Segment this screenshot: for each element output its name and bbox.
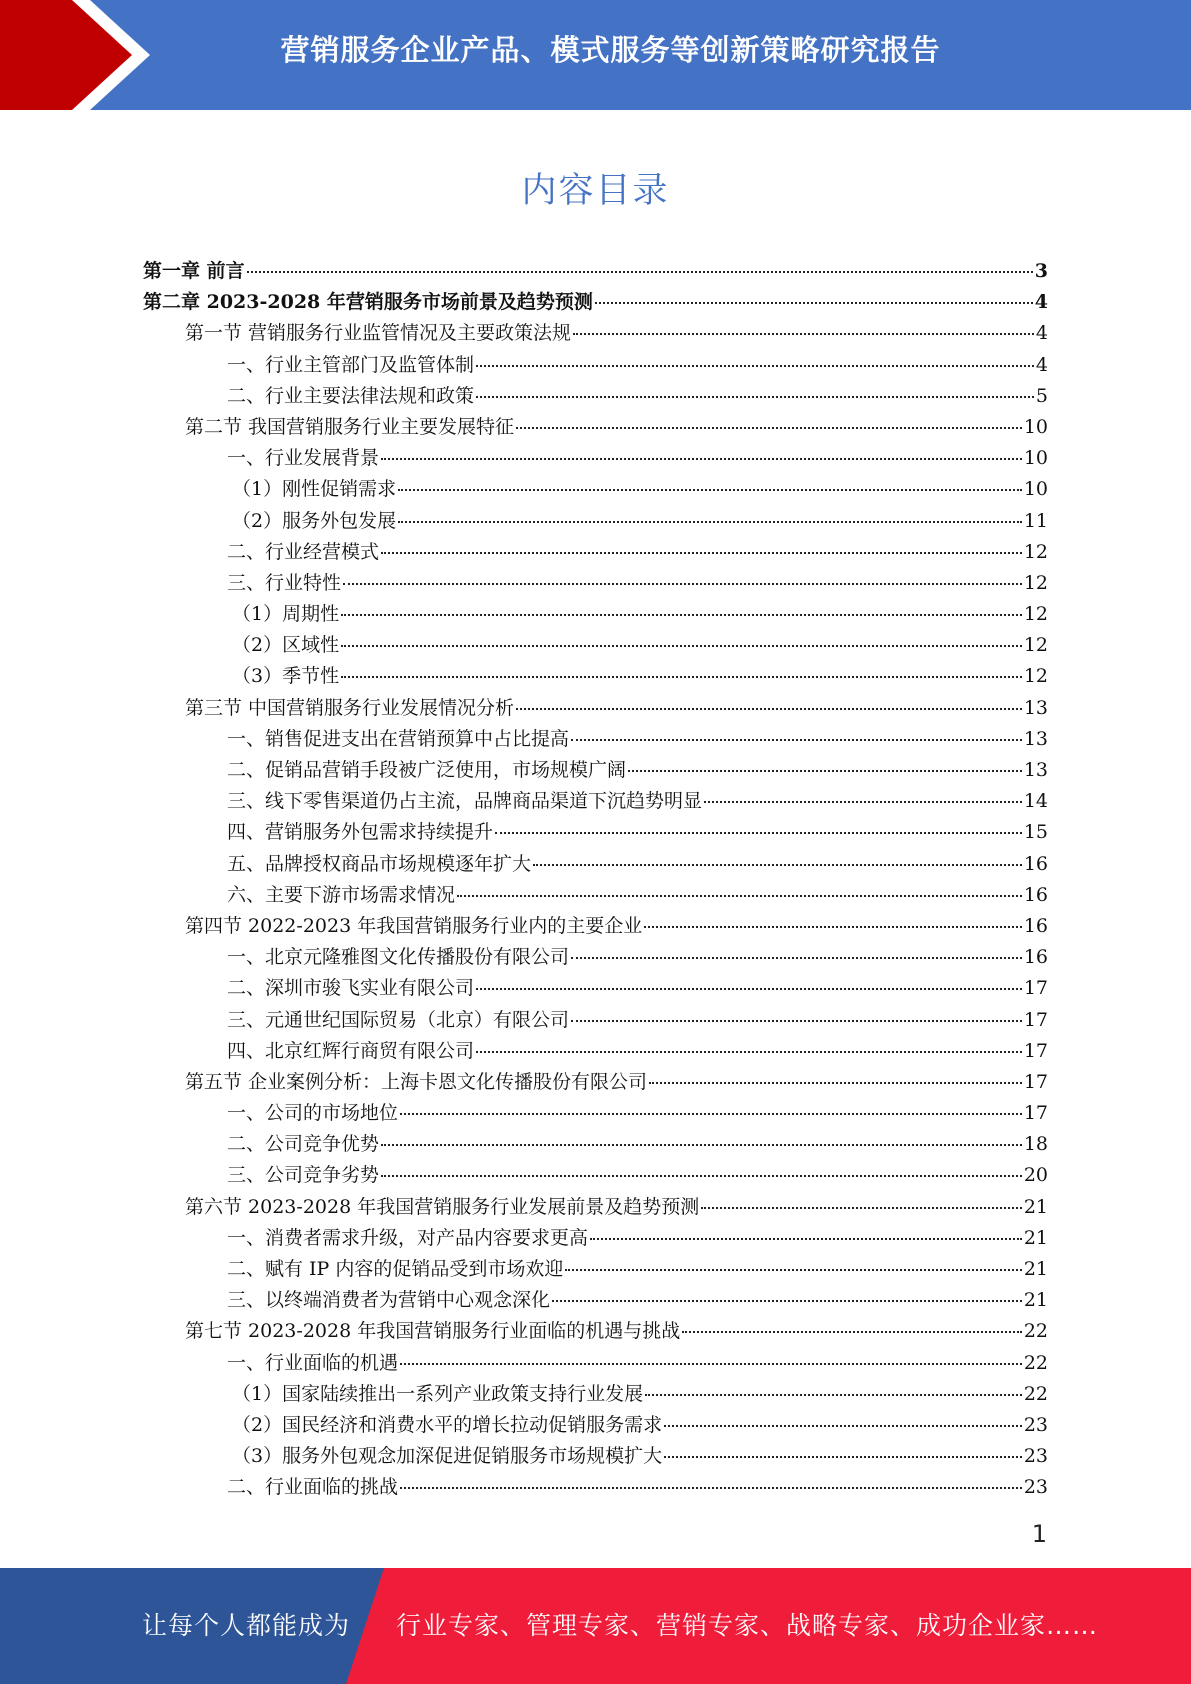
toc-entry[interactable] [143,412,1048,443]
toc-dot-leader [664,1456,1022,1458]
toc-heading: 内容目录 [521,171,670,211]
toc-entry-page: 4 [1035,353,1048,376]
toc-entry-page: 22 [1023,1320,1048,1343]
toc-entry-page: 20 [1023,1164,1048,1187]
toc-entry[interactable] [143,942,1048,973]
toc-dot-leader [381,552,1022,554]
toc-entry-page: 22 [1023,1351,1048,1374]
page-number: 1 [1031,1520,1047,1548]
toc-dot-leader [341,676,1022,678]
toc-entry[interactable] [143,1192,1048,1223]
toc-entry-title: 三、元通世纪国际贸易（北京）有限公司 [227,1008,570,1031]
toc-entry-page: 4 [1034,291,1048,314]
toc-dot-leader [571,739,1022,741]
toc-dot-leader [533,864,1022,866]
toc-entry-title: 第一章 前言 [143,260,245,282]
toc-entry-page: 21 [1023,1258,1048,1280]
toc-entry-page: 16 [1023,946,1048,969]
toc-entry[interactable] [143,1005,1048,1036]
toc-entry-page: 15 [1023,821,1048,844]
toc-entry-title: 一、行业发展背景 [227,447,380,470]
footer-slogan-left: 让每个人都能成为 [142,1611,351,1640]
toc-entry-page: 21 [1023,1195,1048,1218]
toc-entry-page: 14 [1023,790,1048,813]
toc-dot-leader [573,333,1034,335]
toc-entry-title: 四、营销服务外包需求持续提升 [227,821,494,844]
toc-dot-leader [628,770,1022,772]
toc-dot-leader [476,1051,1022,1053]
toc-entry-title: 第一节 营销服务行业监管情况及主要政策法规 [185,322,572,345]
toc-entry[interactable] [143,506,1048,537]
toc-entry[interactable] [143,1254,1048,1285]
toc-entry-page: 10 [1023,415,1048,438]
toc-dot-leader [516,427,1022,429]
toc-entry-title: 二、行业经营模式 [227,540,380,563]
toc-entry-page: 17 [1023,977,1048,1000]
toc-entry-title: 第五节 企业案例分析：上海卡恩文化传播股份有限公司 [185,1070,648,1093]
toc-entry[interactable] [143,1129,1048,1160]
toc-entry-title: 五、品牌授权商品市场规模逐年扩大 [227,852,532,875]
toc-entry-page: 16 [1023,852,1048,875]
toc-dot-leader [649,1082,1022,1084]
toc-dot-leader [645,1394,1022,1396]
toc-entry-page: 23 [1023,1476,1048,1499]
toc-entry[interactable] [143,537,1048,568]
toc-entry-page: 17 [1023,1039,1048,1062]
toc-dot-leader [476,988,1022,990]
toc-dot-leader [457,895,1022,897]
toc-entry-title: （2）服务外包发展 [232,509,397,532]
toc-entry[interactable] [143,256,1048,287]
toc-entry-page: 17 [1023,1008,1048,1031]
toc-entry-page: 16 [1023,914,1048,937]
toc-entry-title: （2）国民经济和消费水平的增长拉动促销服务需求 [232,1413,663,1436]
footer-slogan-right: 行业专家、管理专家、营销专家、战略专家、成功企业家…… [396,1611,1099,1640]
toc-entry-title: 三、以终端消费者为营销中心观念深化 [227,1289,551,1312]
toc-dot-leader [400,1113,1022,1115]
toc-entry[interactable] [143,1348,1048,1379]
toc-entry-page: 18 [1023,1133,1048,1156]
toc-entry[interactable] [143,1067,1048,1098]
header-banner [0,0,1191,110]
toc-entry-page: 21 [1023,1289,1048,1312]
toc-entry[interactable] [143,287,1048,318]
toc-dot-leader [476,365,1034,367]
toc-entry-page: 21 [1023,1226,1048,1249]
toc-entry-title: （3）服务外包观念加深促进促销服务市场规模扩大 [232,1445,663,1468]
toc-entry-page: 12 [1023,665,1048,688]
toc-dot-leader [381,1144,1022,1146]
toc-entry[interactable] [143,661,1048,692]
toc-entry-page: 23 [1023,1413,1048,1436]
toc-entry[interactable] [143,443,1048,474]
toc-entry[interactable] [143,693,1048,724]
toc-dot-leader [381,458,1022,460]
toc-entry-title: 第二节 我国营销服务行业主要发展特征 [185,415,515,438]
toc-entry[interactable] [143,568,1048,599]
toc-entry[interactable] [143,599,1048,630]
toc-entry-page: 5 [1035,384,1048,407]
toc-dot-leader [664,1425,1022,1427]
toc-entry-page: 22 [1023,1382,1048,1405]
toc-entry-page: 23 [1023,1445,1048,1468]
toc-entry-title: 二、行业主要法律法规和政策 [227,384,475,407]
toc-entry-page: 17 [1023,1102,1048,1125]
toc-entry[interactable] [143,1472,1048,1503]
toc-entry-page: 12 [1023,571,1048,594]
toc-entry[interactable] [143,318,1048,349]
toc-entry[interactable] [143,1160,1048,1191]
toc-entry-page: 11 [1023,509,1048,532]
toc-entry[interactable] [143,1379,1048,1410]
toc-dot-leader [398,521,1022,523]
toc-dot-leader [644,926,1022,928]
toc-dot-leader [400,1363,1022,1365]
toc-entry[interactable] [143,1410,1048,1441]
toc-dot-leader [398,489,1022,491]
toc-entry-page: 10 [1023,478,1048,501]
toc-entry[interactable] [143,724,1048,755]
toc-entry[interactable] [143,1316,1048,1347]
toc-entry-title: 四、北京红辉行商贸有限公司 [227,1039,475,1062]
toc-entry-title: 一、北京元隆雅图文化传播股份有限公司 [227,946,570,969]
toc-entry-title: 六、主要下游市场需求情况 [227,883,456,906]
toc-entry-page: 4 [1035,322,1048,345]
toc-entry[interactable] [143,880,1048,911]
toc-entry[interactable] [143,1098,1048,1129]
report-title: 营销服务企业产品、模式服务等创新策略研究报告 [280,33,941,67]
toc-entry[interactable] [143,350,1048,381]
toc-entry[interactable] [143,381,1048,412]
footer-banner [0,1568,1191,1684]
toc-entry[interactable] [143,1441,1048,1472]
toc-dot-leader [682,1331,1022,1333]
toc-dot-leader [565,1269,1021,1271]
toc-entry[interactable] [143,973,1048,1004]
toc-entry-title: 三、公司竞争劣势 [227,1164,380,1187]
toc-entry-title: （2）区域性 [232,634,340,657]
toc-entry-title: 一、行业面临的机遇 [227,1351,399,1374]
toc-entry[interactable] [143,755,1048,786]
toc-entry[interactable] [143,911,1048,942]
toc-entry-title: 第六节 2023-2028 年我国营销服务行业发展前景及趋势预测 [185,1195,700,1218]
toc-dot-leader [381,1175,1022,1177]
toc-entry-page: 12 [1023,634,1048,657]
toc-entry-page: 12 [1023,540,1048,563]
toc-entry-page: 16 [1023,883,1048,906]
toc-dot-leader [476,396,1034,398]
toc-entry[interactable] [143,786,1048,817]
toc-dot-leader [704,801,1022,803]
toc-dot-leader [341,614,1022,616]
toc-entry-title: 二、行业面临的挑战 [227,1476,399,1499]
toc-entry[interactable] [143,1036,1048,1067]
toc-entry[interactable] [143,474,1048,505]
toc-entry-title: 第七节 2023-2028 年我国营销服务行业面临的机遇与挑战 [185,1320,681,1343]
toc-entry-page: 13 [1023,696,1048,719]
toc-entry-title: 二、公司竞争优势 [227,1133,380,1156]
toc-dot-leader [341,645,1022,647]
toc-entry-title: 一、销售促进支出在营销预算中占比提高 [227,727,570,750]
toc-entry-page: 10 [1023,447,1048,470]
toc-dot-leader [595,302,1033,304]
toc-dot-leader [400,1487,1022,1489]
toc-entry-title: 二、赋有 IP 内容的促销品受到市场欢迎 [227,1258,564,1280]
toc-entry[interactable] [143,817,1048,848]
toc-dot-leader [552,1300,1022,1302]
toc-entry-page: 3 [1034,260,1048,282]
toc-entry[interactable] [143,849,1048,880]
toc-entry-title: 第二章 2023-2028 年营销服务市场前景及趋势预测 [143,291,593,314]
toc-entry-title: 三、行业特性 [227,571,342,594]
toc-dot-leader [590,1238,1022,1240]
toc-dot-leader [701,1207,1022,1209]
toc-entry-title: 一、公司的市场地位 [227,1102,399,1125]
toc-entry-page: 17 [1023,1070,1048,1093]
table-of-contents [143,256,1048,1504]
toc-entry-page: 13 [1023,727,1048,750]
toc-entry-title: 三、线下零售渠道仍占主流，品牌商品渠道下沉趋势明显 [227,790,703,813]
toc-entry-page: 13 [1023,759,1048,781]
toc-entry-title: （1）刚性促销需求 [232,478,397,501]
toc-entry-title: （3）季节性 [232,665,340,688]
toc-entry-title: 二、深圳市骏飞实业有限公司 [227,977,475,1000]
toc-entry-title: 二、促销品营销手段被广泛使用，市场规模广阔 [227,759,627,781]
toc-dot-leader [495,832,1022,834]
toc-dot-leader [247,271,1033,273]
toc-entry-title: 一、行业主管部门及监管体制 [227,353,475,376]
toc-dot-leader [571,1020,1022,1022]
toc-entry[interactable] [143,630,1048,661]
toc-entry-title: 第三节 中国营销服务行业发展情况分析 [185,696,515,719]
toc-entry-title: 一、消费者需求升级，对产品内容要求更高 [227,1226,589,1249]
toc-dot-leader [516,708,1022,710]
toc-entry-title: （1）国家陆续推出一系列产业政策支持行业发展 [232,1382,644,1405]
toc-entry-title: （1）周期性 [232,603,340,626]
toc-entry-title: 第四节 2022-2023 年我国营销服务行业内的主要企业 [185,914,643,937]
toc-entry[interactable] [143,1285,1048,1316]
toc-entry[interactable] [143,1223,1048,1254]
toc-dot-leader [343,583,1022,585]
toc-entry-page: 12 [1023,603,1048,626]
toc-dot-leader [571,957,1022,959]
